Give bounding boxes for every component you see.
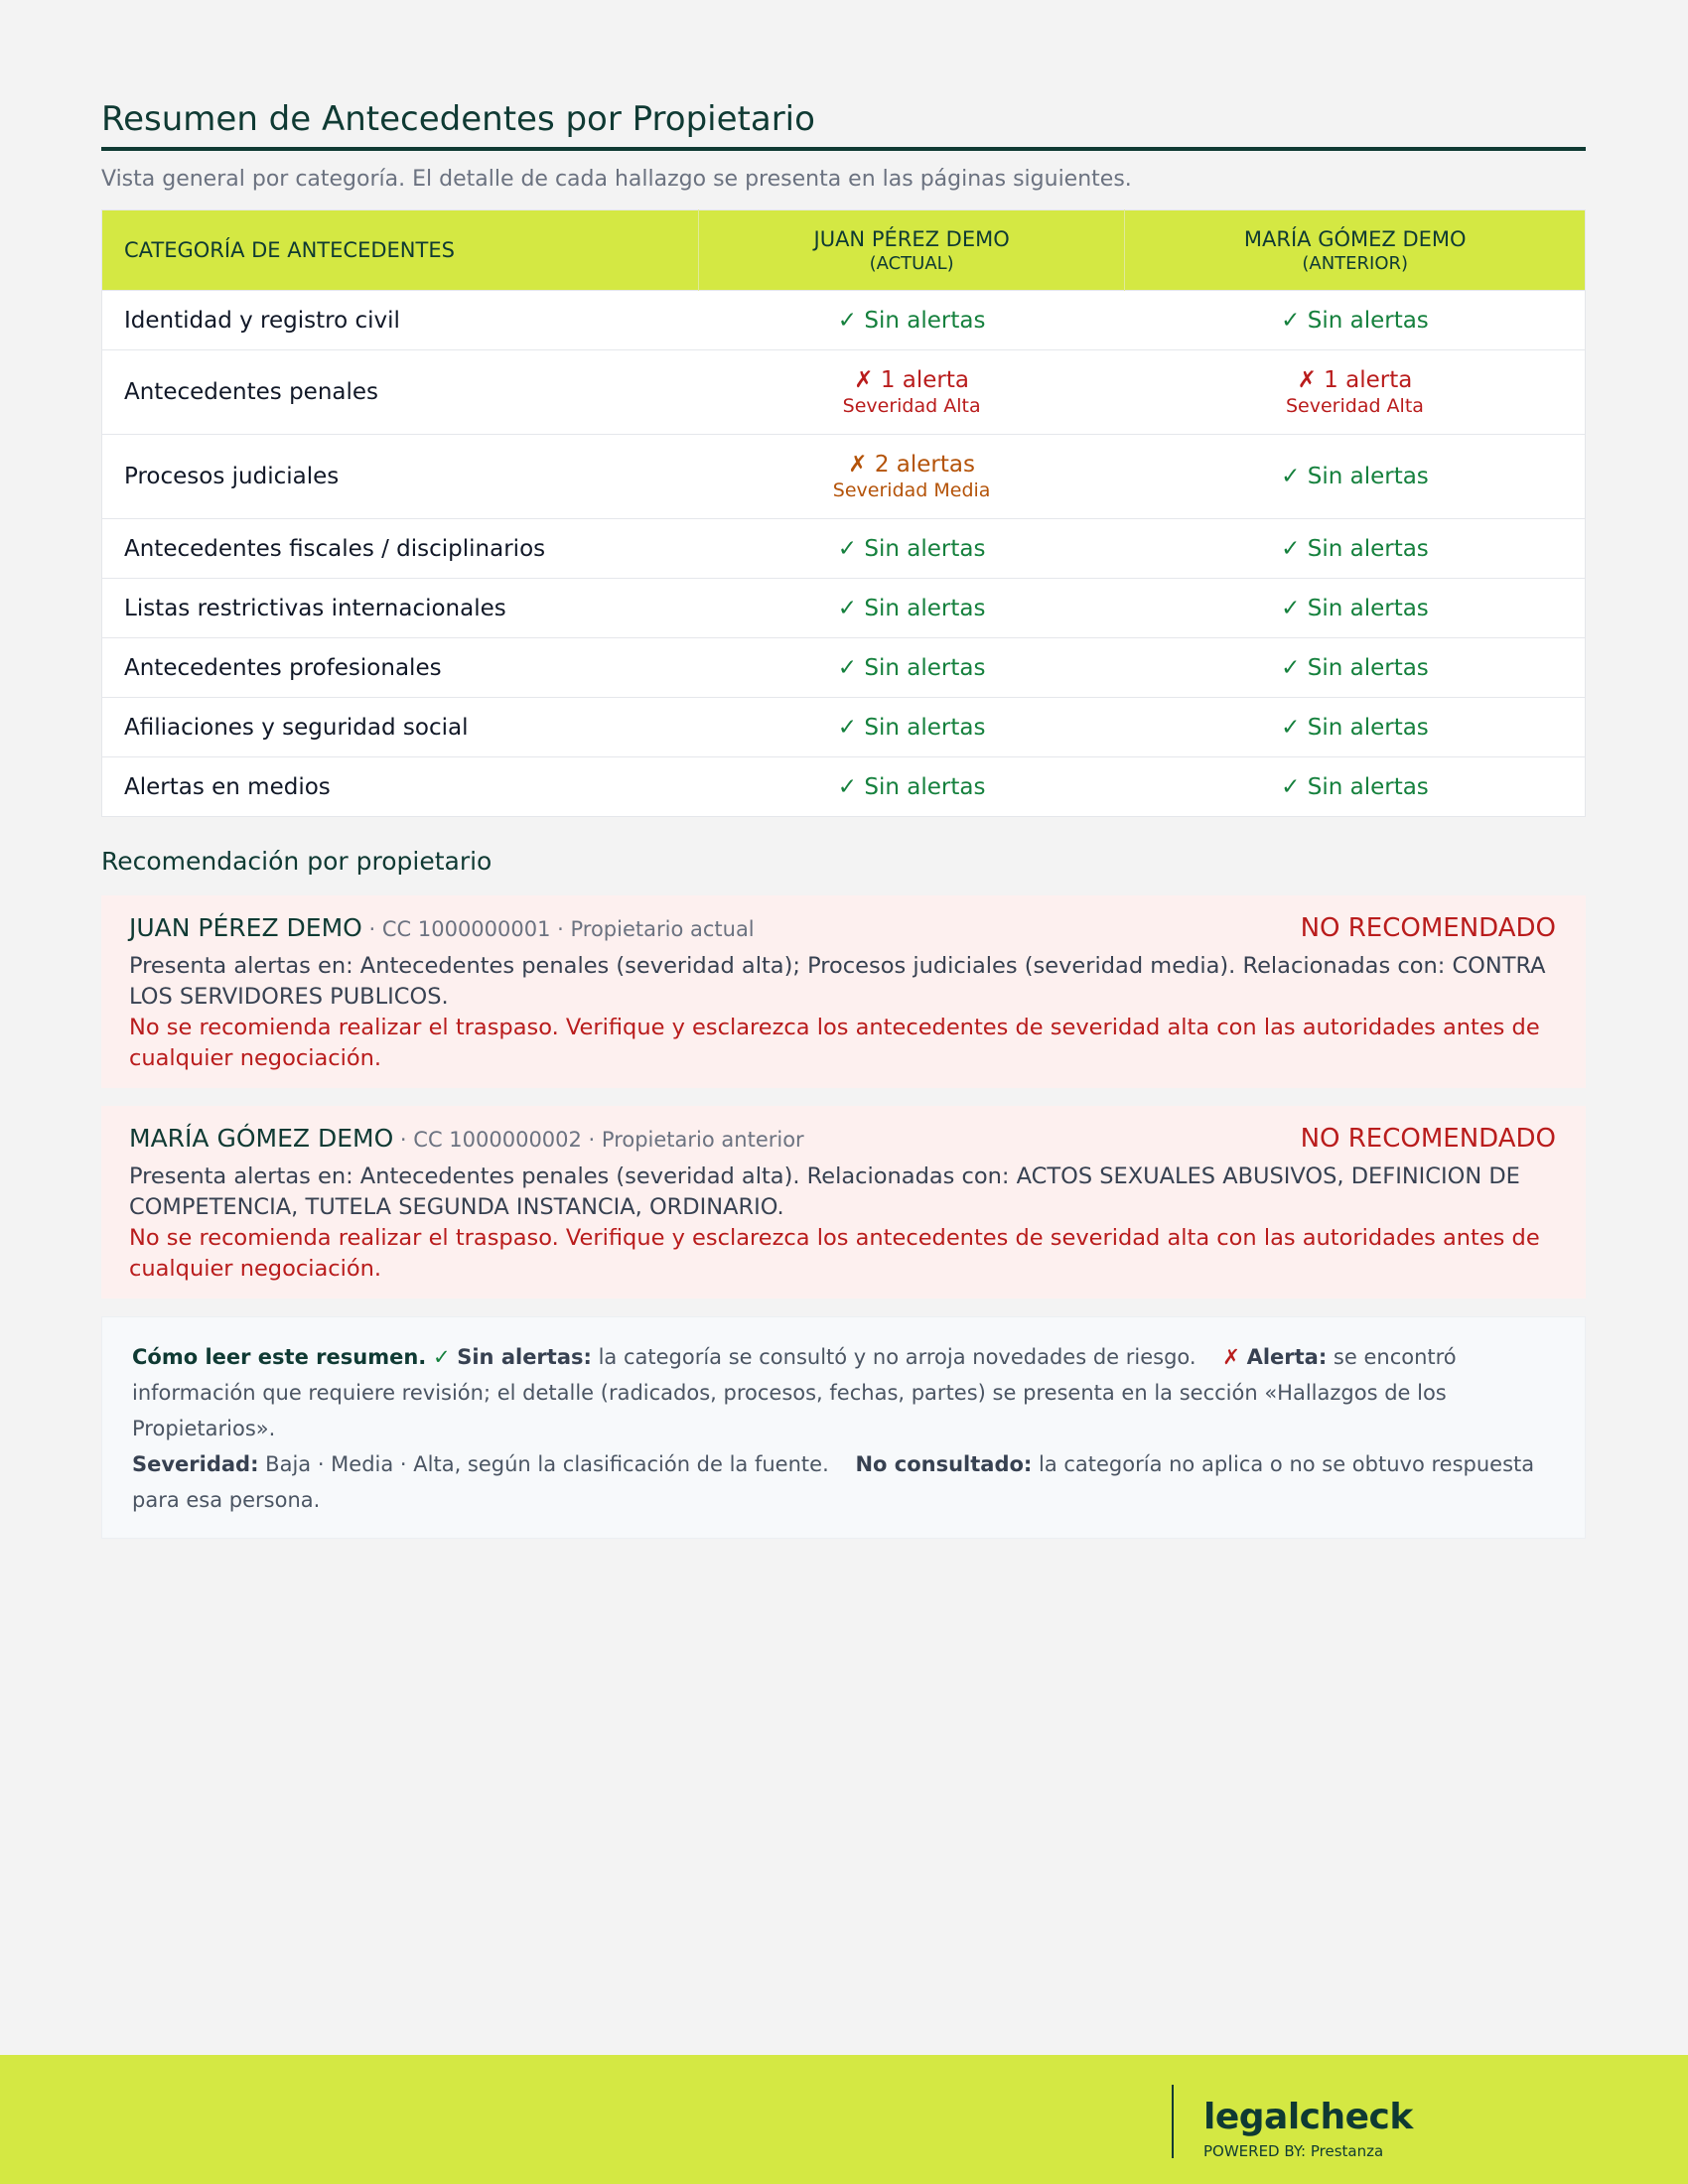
footer-divider (1172, 2085, 1174, 2158)
table-row (102, 350, 1586, 435)
powered-by-text: POWERED BY: Prestanza (1203, 2142, 1384, 2160)
severity-label: Severidad Alta (842, 395, 981, 417)
table-row (102, 435, 1586, 519)
guide-alert-text: se encontró información que requiere revisión; el detalle (radicados, procesos, fechas, partes) se presenta en la sección «Hallazgos de los Propietarios». (132, 1345, 1457, 1440)
owner-2-status: ✓ Sin alertas (1125, 698, 1586, 757)
report-page (101, 99, 1586, 1539)
reading-guide (101, 1316, 1586, 1539)
row-category: Antecedentes profesionales (102, 638, 699, 698)
owner-1-status: ✓ Sin alertas (698, 579, 1125, 638)
footer-bar (0, 2055, 1688, 2184)
owner-name: JUAN PÉREZ DEMO (129, 913, 362, 942)
header-owner-1-name: JUAN PÉREZ DEMO (813, 226, 1010, 251)
owner-2-status: ✓ Sin alertas (1125, 519, 1586, 579)
owner-meta: · CC 1000000002 · Propietario anterior (393, 1128, 804, 1152)
guide-ok-label: Sin alertas: (457, 1345, 592, 1369)
row-category: Antecedentes fiscales / disciplinarios (102, 519, 699, 579)
owner-1-status: ✓ Sin alertas (698, 291, 1125, 350)
owner-name: MARÍA GÓMEZ DEMO (129, 1124, 394, 1153)
owner-1-status: ✓ Sin alertas (698, 519, 1125, 579)
row-category: Antecedentes penales (102, 350, 699, 435)
header-owner-2 (1125, 210, 1586, 291)
severity-label: Severidad Media (832, 479, 991, 501)
header-owner-1 (698, 210, 1125, 291)
recommendation-card-owner-2 (101, 1106, 1586, 1298)
table-row (102, 519, 1586, 579)
header-owner-2-role: (ANTERIOR) (1302, 252, 1409, 274)
header-owner-2-name: MARÍA GÓMEZ DEMO (1243, 226, 1467, 251)
guide-not-consulted-label: No consultado: (855, 1452, 1033, 1476)
table-row (102, 638, 1586, 698)
brand-logo: legalcheck (1203, 2097, 1413, 2137)
row-category: Alertas en medios (102, 757, 699, 817)
severity-label: Severidad Alta (1285, 395, 1424, 417)
alert-count: ✗ 1 alerta (1297, 367, 1413, 393)
owner-1-status: ✓ Sin alertas (698, 698, 1125, 757)
guide-severity-text: Baja · Media · Alta, según la clasificación de la fuente. (258, 1452, 829, 1476)
recommendation-status-badge: NO RECOMENDADO (1300, 1124, 1556, 1154)
page-title: Resumen de Antecedentes por Propietario (101, 99, 1586, 151)
guide-ok-text: la categoría se consultó y no arroja novedades de riesgo. (591, 1345, 1196, 1369)
recommendation-status-badge: NO RECOMENDADO (1300, 913, 1556, 943)
table-row (102, 757, 1586, 817)
owner-1-status: ✓ Sin alertas (698, 757, 1125, 817)
owner-2-status (1125, 350, 1586, 435)
table-row (102, 291, 1586, 350)
owner-2-status: ✓ Sin alertas (1125, 638, 1586, 698)
summary-table (101, 209, 1586, 817)
recommendation-header (129, 1124, 1556, 1154)
owner-2-status: ✓ Sin alertas (1125, 435, 1586, 519)
recommendation-header (129, 913, 1556, 943)
row-category: Listas restrictivas internacionales (102, 579, 699, 638)
recommendations-title: Recomendación por propietario (101, 847, 492, 876)
table-row (102, 579, 1586, 638)
alert-count: ✗ 2 alertas (848, 452, 975, 478)
guide-severity-label: Severidad: (132, 1452, 259, 1476)
owner-2-status: ✓ Sin alertas (1125, 291, 1586, 350)
header-category: CATEGORÍA DE ANTECEDENTES (102, 210, 699, 291)
owner-identity (129, 1124, 804, 1153)
recommendation-advice: No se recomienda realizar el traspaso. Verifique y esclarezca los antecedentes de severidad alta con las autoridades antes de cualquier negociación. (129, 1225, 1540, 1282)
guide-not-consulted-text: la categoría no aplica o no se obtuvo respuesta para esa persona. (132, 1452, 1535, 1512)
alert-count: ✗ 1 alerta (854, 367, 969, 393)
owner-1-status (698, 350, 1125, 435)
table-header-row (102, 210, 1586, 291)
page-subtitle: Vista general por categoría. El detalle de cada hallazgo se presenta en las páginas siguientes. (101, 167, 1132, 192)
table-row (102, 698, 1586, 757)
guide-lead: Cómo leer este resumen. (132, 1345, 427, 1369)
row-category: Identidad y registro civil (102, 291, 699, 350)
owner-identity (129, 913, 755, 942)
owner-2-status: ✓ Sin alertas (1125, 579, 1586, 638)
owner-1-status (698, 435, 1125, 519)
recommendation-text: Presenta alertas en: Antecedentes penales (severidad alta); Procesos judiciales (severidad media). Relacionadas con: CONTRA LOS SERVIDORES PUBLICOS. (129, 953, 1546, 1010)
guide-alert-label: Alerta: (1246, 1345, 1328, 1369)
check-icon: ✓ (432, 1345, 451, 1369)
row-category: Procesos judiciales (102, 435, 699, 519)
header-owner-1-role: (ACTUAL) (869, 252, 954, 274)
row-category: Afiliaciones y seguridad social (102, 698, 699, 757)
owner-meta: · CC 1000000001 · Propietario actual (361, 917, 755, 941)
recommendation-advice: No se recomienda realizar el traspaso. Verifique y esclarezca los antecedentes de severidad alta con las autoridades antes de cualquier negociación. (129, 1015, 1540, 1071)
owner-2-status: ✓ Sin alertas (1125, 757, 1586, 817)
recommendation-text: Presenta alertas en: Antecedentes penales (severidad alta). Relacionadas con: ACTOS SEXUALES ABUSIVOS, DEFINICION DE COMPETENCIA, TUTELA SEGUNDA INSTANCIA, ORDINARIO. (129, 1163, 1520, 1220)
cross-icon: ✗ (1222, 1345, 1240, 1369)
owner-1-status: ✓ Sin alertas (698, 638, 1125, 698)
recommendation-card-owner-1 (101, 895, 1586, 1088)
